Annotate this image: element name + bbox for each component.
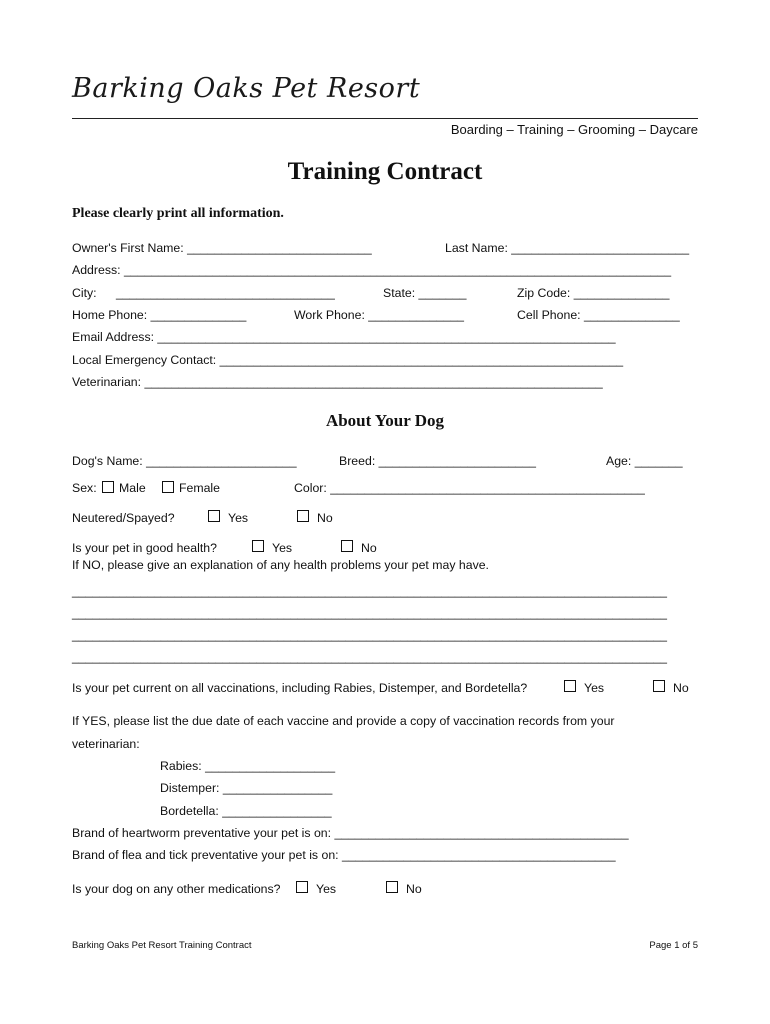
header-rule xyxy=(72,118,698,119)
health-explanation-line[interactable]: _______________________________________________________________________________________ xyxy=(72,584,667,598)
vaccination-note: If YES, please list the due date of each vaccine and provide a copy of vaccination records from your xyxy=(72,714,615,728)
vaccination-yes-checkbox[interactable] xyxy=(564,680,576,692)
flea-tick-brand-field[interactable]: Brand of flea and tick preventative your pet is on: ________________________________________ xyxy=(72,848,616,862)
vaccination-yes-label: Yes xyxy=(584,681,605,695)
section-title: About Your Dog xyxy=(325,411,445,430)
health-no-checkbox[interactable] xyxy=(341,540,353,552)
vaccination-note-cont: veterinarian: xyxy=(72,737,140,751)
owner-last-name-field[interactable]: Last Name: __________________________ xyxy=(445,241,690,255)
rabies-date-field[interactable]: Rabies: ___________________ xyxy=(160,759,336,773)
footer-title: Barking Oaks Pet Resort Training Contract xyxy=(72,940,252,951)
neutered-label: Neutered/Spayed? xyxy=(72,511,175,525)
breed-field[interactable]: Breed: _______________________ xyxy=(339,454,536,468)
neutered-no-label: No xyxy=(317,511,333,525)
female-label: Female xyxy=(179,481,221,495)
health-explanation-line[interactable]: _______________________________________________________________________________________ xyxy=(72,606,667,620)
veterinarian-field[interactable]: Veterinarian: ___________________________________________________________________ xyxy=(72,375,603,389)
sex-label: Sex: xyxy=(72,481,97,495)
page-title: Training Contract xyxy=(287,158,483,185)
bordetella-date-field[interactable]: Bordetella: ________________ xyxy=(160,804,332,818)
dog-name-field[interactable]: Dog's Name: ______________________ xyxy=(72,454,297,468)
medications-question: Is your dog on any other medications? xyxy=(72,882,281,896)
city-label: City: xyxy=(72,286,97,300)
distemper-date-field[interactable]: Distemper: ________________ xyxy=(160,781,333,795)
health-yes-checkbox[interactable] xyxy=(252,540,264,552)
instructions: Please clearly print all information. xyxy=(72,206,284,221)
address-field[interactable]: Address: ________________________________________________________________________________ xyxy=(72,263,672,277)
health-no-label: No xyxy=(361,541,377,555)
health-explanation-line[interactable]: _______________________________________________________________________________________ xyxy=(72,650,667,664)
male-label: Male xyxy=(119,481,146,495)
male-checkbox[interactable] xyxy=(102,481,114,493)
female-checkbox[interactable] xyxy=(162,481,174,493)
health-question: Is your pet in good health? xyxy=(72,541,217,555)
page-number: Page 1 of 5 xyxy=(649,940,698,951)
vaccination-no-checkbox[interactable] xyxy=(653,680,665,692)
emergency-contact-field[interactable]: Local Emergency Contact: ___________________________________________________________ xyxy=(72,353,624,367)
services-tagline: Boarding – Training – Grooming – Daycare xyxy=(450,122,698,137)
zip-field[interactable]: Zip Code: ______________ xyxy=(517,286,670,300)
heartworm-brand-field[interactable]: Brand of heartworm preventative your pet is on: ___________________________________________ xyxy=(72,826,629,840)
vaccination-question: Is your pet current on all vaccinations, including Rabies, Distemper, and Bordetella? xyxy=(72,681,528,695)
medications-no-label: No xyxy=(406,882,422,896)
resort-logo: Barking Oaks Pet Resort xyxy=(72,73,421,104)
city-field[interactable]: ________________________________ xyxy=(116,286,335,300)
work-phone-field[interactable]: Work Phone: ______________ xyxy=(294,308,465,322)
health-explanation-line[interactable]: _______________________________________________________________________________________ xyxy=(72,628,667,642)
cell-phone-field[interactable]: Cell Phone: ______________ xyxy=(517,308,680,322)
neutered-yes-checkbox[interactable] xyxy=(208,510,220,522)
state-field[interactable]: State: _______ xyxy=(383,286,467,300)
health-explanation-note: If NO, please give an explanation of any health problems your pet may have. xyxy=(72,558,489,572)
neutered-yes-label: Yes xyxy=(228,511,249,525)
owner-first-name-field[interactable]: Owner's First Name: ___________________________ xyxy=(72,241,372,255)
medications-no-checkbox[interactable] xyxy=(386,881,398,893)
health-yes-label: Yes xyxy=(272,541,293,555)
color-field[interactable]: Color: ______________________________________________ xyxy=(294,481,645,495)
neutered-no-checkbox[interactable] xyxy=(297,510,309,522)
vaccination-no-label: No xyxy=(673,681,689,695)
medications-yes-checkbox[interactable] xyxy=(296,881,308,893)
age-field[interactable]: Age: _______ xyxy=(606,454,683,468)
home-phone-field[interactable]: Home Phone: ______________ xyxy=(72,308,247,322)
medications-yes-label: Yes xyxy=(316,882,337,896)
email-field[interactable]: Email Address: ___________________________________________________________________ xyxy=(72,330,616,344)
